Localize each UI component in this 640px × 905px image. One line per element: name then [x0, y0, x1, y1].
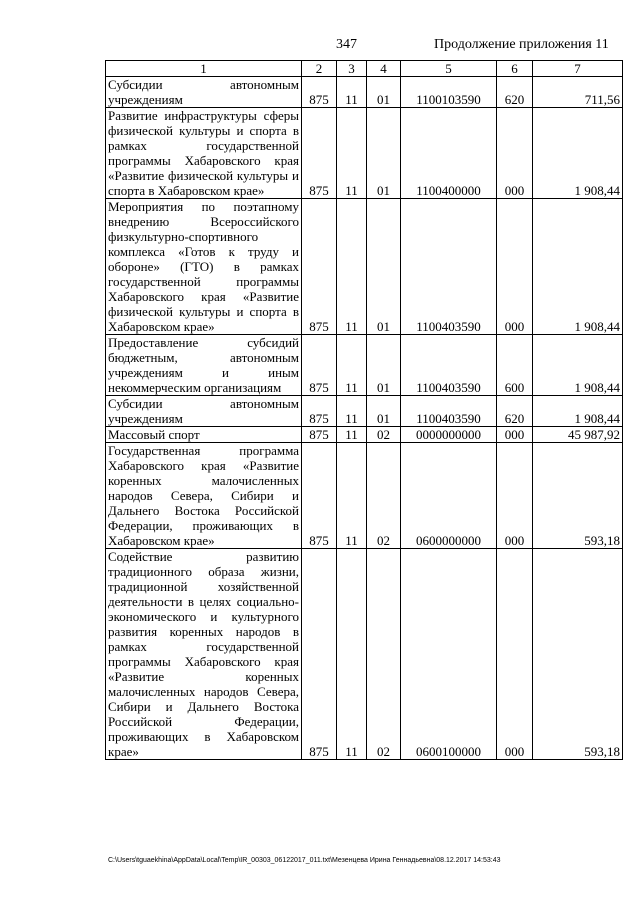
ministry-code: 875 [302, 443, 337, 549]
column-header: 5 [401, 61, 497, 77]
ministry-code: 875 [302, 77, 337, 108]
row-name: Содействие развитию традиционного образа жизни, традиционной хозяйственной деятельности в целях социально-экономического и культурного развития коренных народов в рамках государственной программы Хабаровского края «Развитие коренных малочисленных народов Севера, Сибири и Дальнего Востока Российской Федерации, проживающих в Хабаровском крае» [106, 549, 302, 760]
column-header-row [106, 61, 623, 77]
section-code: 11 [337, 549, 367, 760]
target-article-code: 0600000000 [401, 443, 497, 549]
section-code: 11 [337, 427, 367, 443]
ministry-code: 875 [302, 199, 337, 335]
expense-type-code: 620 [497, 396, 533, 427]
subsection-code: 01 [367, 199, 401, 335]
expense-type-code: 000 [497, 108, 533, 199]
target-article-code: 1100403590 [401, 335, 497, 396]
table-row [106, 549, 623, 760]
amount: 1 908,44 [533, 199, 623, 335]
row-name: Предоставление субсидий бюджетным, автономным учреждениям и иным некоммерческим организациям [106, 335, 302, 396]
continuation-label: Продолжение приложения 11 [434, 37, 609, 52]
budget-table [105, 60, 623, 760]
amount: 593,18 [533, 443, 623, 549]
section-code: 11 [337, 443, 367, 549]
subsection-code: 02 [367, 427, 401, 443]
target-article-code: 1100103590 [401, 77, 497, 108]
amount: 1 908,44 [533, 335, 623, 396]
amount: 1 908,44 [533, 108, 623, 199]
target-article-code: 0000000000 [401, 427, 497, 443]
file-path-footer: C:\Users\tguaekhina\AppData\Local\Temp\IR_00303_06122017_011.txt\Мезенцева Ирина Геннадьевна\08.12.2017 14:53:43 [108, 857, 501, 864]
row-name: Развитие инфраструктуры сферы физической культуры и спорта в рамках государственной программы Хабаровского края «Развитие физической культуры и спорта в Хабаровском крае» [106, 108, 302, 199]
subsection-code: 01 [367, 108, 401, 199]
row-name: Государственная программа Хабаровского края «Развитие коренных малочисленных народов Севера, Сибири и Дальнего Востока Российской Федерации, проживающих в Хабаровском крае» [106, 443, 302, 549]
target-article-code: 1100400000 [401, 108, 497, 199]
amount: 45 987,92 [533, 427, 623, 443]
table-row [106, 396, 623, 427]
subsection-code: 01 [367, 77, 401, 108]
column-header: 2 [302, 61, 337, 77]
section-code: 11 [337, 335, 367, 396]
expense-type-code: 000 [497, 549, 533, 760]
table-row [106, 108, 623, 199]
target-article-code: 0600100000 [401, 549, 497, 760]
target-article-code: 1100403590 [401, 396, 497, 427]
subsection-code: 02 [367, 443, 401, 549]
section-code: 11 [337, 199, 367, 335]
ministry-code: 875 [302, 396, 337, 427]
table-row [106, 77, 623, 108]
expense-type-code: 000 [497, 427, 533, 443]
expense-type-code: 620 [497, 77, 533, 108]
section-code: 11 [337, 77, 367, 108]
subsection-code: 01 [367, 396, 401, 427]
ministry-code: 875 [302, 335, 337, 396]
row-name: Массовый спорт [106, 427, 302, 443]
amount: 593,18 [533, 549, 623, 760]
column-header: 3 [337, 61, 367, 77]
column-header: 6 [497, 61, 533, 77]
amount: 1 908,44 [533, 396, 623, 427]
table-row [106, 443, 623, 549]
row-name: Мероприятия по поэтапному внедрению Всероссийского физкультурно-спортивного комплекса «Готов к труду и обороне» (ГТО) в рамках государственной программы Хабаровского края «Развитие физической культуры и спорта в Хабаровском крае» [106, 199, 302, 335]
column-header: 7 [533, 61, 623, 77]
section-code: 11 [337, 396, 367, 427]
page-number: 347 [336, 37, 357, 52]
column-header: 1 [106, 61, 302, 77]
table-row [106, 335, 623, 396]
subsection-code: 02 [367, 549, 401, 760]
column-header: 4 [367, 61, 401, 77]
expense-type-code: 000 [497, 199, 533, 335]
ministry-code: 875 [302, 549, 337, 760]
table-row [106, 199, 623, 335]
subsection-code: 01 [367, 335, 401, 396]
amount: 711,56 [533, 77, 623, 108]
row-name: Субсидии автономным учреждениям [106, 77, 302, 108]
ministry-code: 875 [302, 427, 337, 443]
expense-type-code: 600 [497, 335, 533, 396]
row-name: Субсидии автономным учреждениям [106, 396, 302, 427]
ministry-code: 875 [302, 108, 337, 199]
section-code: 11 [337, 108, 367, 199]
table-row [106, 427, 623, 443]
expense-type-code: 000 [497, 443, 533, 549]
target-article-code: 1100403590 [401, 199, 497, 335]
